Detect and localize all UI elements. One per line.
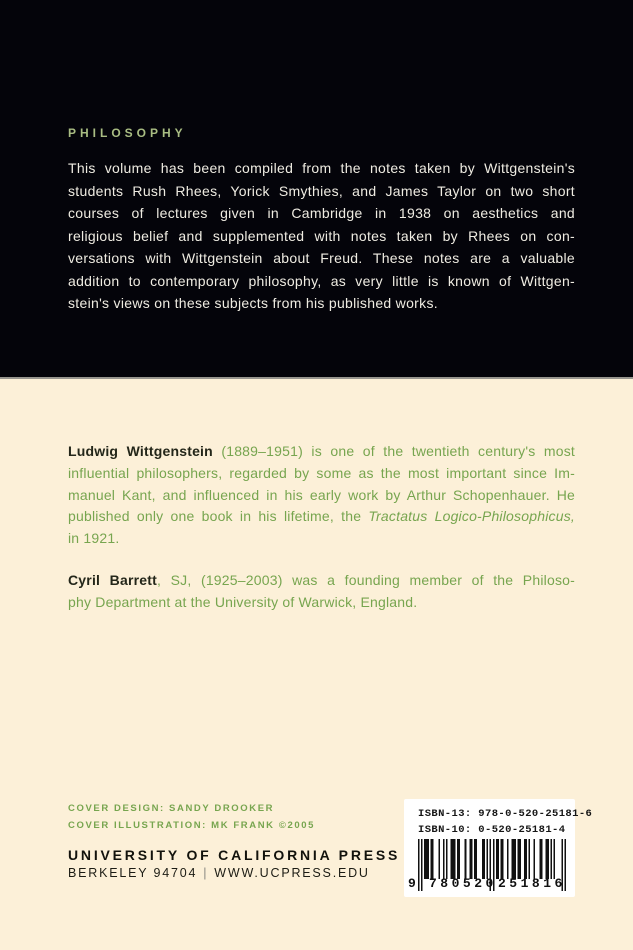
cover-credits — [68, 801, 315, 834]
synopsis-line: addition to contemporary philosophy, as very little is known of Wittgen- — [68, 272, 575, 289]
author-bio-barrett — [68, 570, 575, 614]
cover-design-credit: COVER DESIGN: SANDY DROOKER — [68, 803, 275, 814]
publisher-address — [68, 866, 370, 880]
synopsis-band — [0, 0, 633, 379]
isbn10-label: ISBN-10: 0-520-25181-4 — [418, 824, 566, 836]
publisher-location: BERKELEY 94704 — [68, 866, 198, 880]
bio-text: , SJ, (1925–2003) was a founding member of the Philoso- — [156, 572, 575, 588]
book-title-italic: Tractatus Logico-Philosophicus, — [368, 508, 575, 525]
isbn13-label: ISBN-13: 978-0-520-25181-6 — [418, 808, 593, 820]
bio-line: manuel Kant, and influenced in his early work by Arthur Schopenhauer. He — [68, 486, 575, 503]
author-name: Ludwig Wittgenstein — [68, 443, 213, 459]
barcode-digits-left: 780520 — [429, 876, 497, 891]
synopsis-line: This volume has been compiled from the notes taken by Wittgenstein's — [68, 160, 575, 176]
barcode-digit-lead: 9 — [408, 876, 416, 891]
synopsis-line: courses of lectures given in Cambridge in 1938 on aesthetics and — [68, 205, 575, 221]
bio-line — [68, 570, 575, 592]
isbn-barcode-box — [404, 799, 593, 897]
bio-text: published only one book in his lifetime, the — [68, 508, 369, 525]
barcode-digits-right: 251816 — [498, 876, 566, 891]
author-bio-wittgenstein — [68, 441, 575, 550]
synopsis-paragraph — [68, 157, 575, 315]
bio-text: (1889–1951) is one of the twentieth century's most — [212, 443, 576, 459]
author-name: Cyril Barrett — [68, 572, 157, 588]
bio-line: phy Department at the University of Warwick, England. — [68, 593, 418, 610]
bio-line — [68, 441, 575, 463]
category-label: PHILOSOPHY — [68, 126, 187, 140]
publisher-name: UNIVERSITY OF CALIFORNIA PRESS — [68, 847, 401, 863]
synopsis-line: stein's views on these subjects from his published works. — [68, 295, 438, 311]
synopsis-line: students Rush Rhees, Yorick Smythies, and James Taylor on two short — [68, 182, 575, 199]
synopsis-line: religious belief and supplemented with notes taken by Rhees on con- — [68, 227, 575, 244]
synopsis-line: versations with Wittgenstein about Freud. These notes are a valuable — [68, 250, 575, 266]
cover-illustration-credit: COVER ILLUSTRATION: MK FRANK ©2005 — [68, 819, 316, 831]
bio-line — [68, 506, 575, 528]
separator-bar: | — [203, 866, 209, 880]
publisher-website: WWW.UCPRESS.EDU — [214, 866, 370, 880]
bio-line: in 1921. — [68, 530, 120, 547]
bio-line: influential philosophers, regarded by some as the most important since Im- — [68, 464, 575, 481]
